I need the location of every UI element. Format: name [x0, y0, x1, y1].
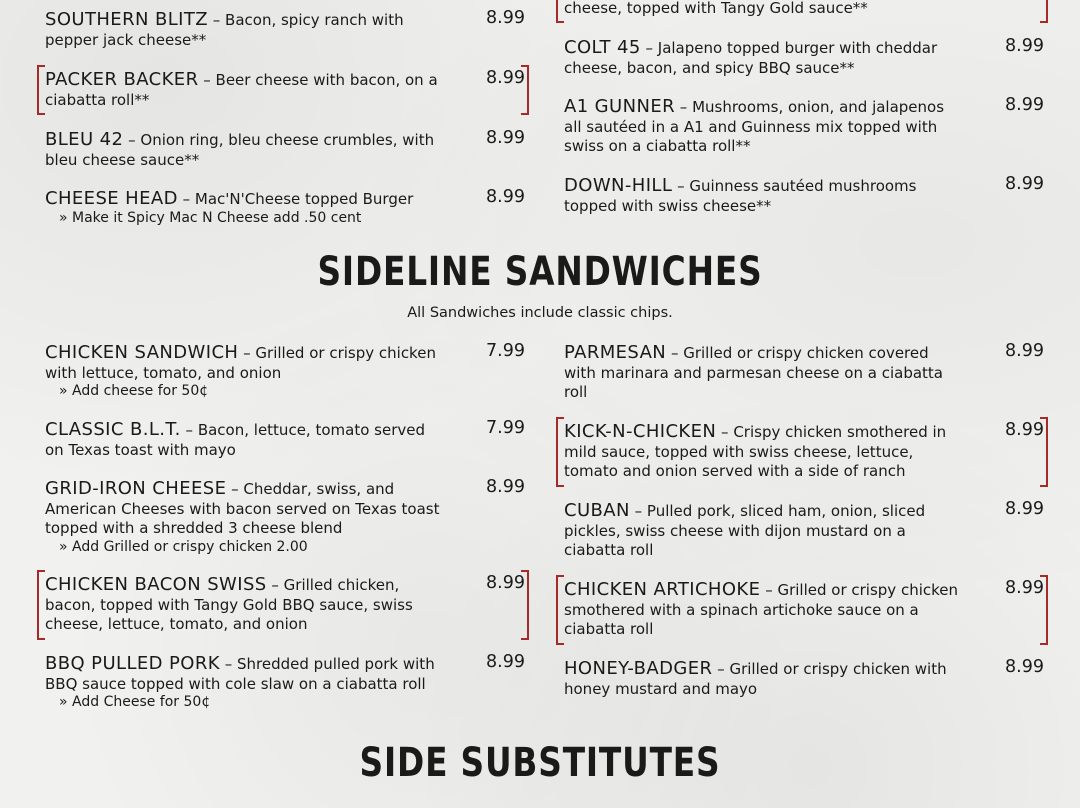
menu-item: GRID-IRON CHEESE – Cheddar, swiss, and American Cheeses with bacon served on Texas toast topped with a shredded 3 cheese blend » Add Grilled or crispy chicken 2.00 8.99 — [45, 477, 525, 555]
highlight-bracket — [556, 575, 1048, 645]
item-price: 8.99 — [1005, 420, 1044, 440]
item-name: A1 GUNNER — [564, 96, 676, 117]
item-description: Pulled pork, sliced ham, onion, sliced pickles, swiss cheese with dijon mustard on a ciabatta roll — [564, 502, 926, 559]
item-price: 8.99 — [486, 477, 525, 497]
menu-item: A1 GUNNER – Mushrooms, onion, and jalapenos all sautéed in a A1 and Guinness mix topped with swiss on a ciabatta roll** 8.99 — [564, 95, 1044, 155]
item-description: Grilled chicken, bacon, topped with Tangy Gold BBQ sauce, swiss cheese, lettuce, tomato, and onion — [45, 576, 413, 633]
item-name: SOUTHERN BLITZ — [45, 9, 208, 30]
item-name: CHICKEN ARTICHOKE — [564, 579, 761, 600]
item-description: Onion ring, bleu cheese crumbles, with bleu cheese sauce** — [45, 131, 435, 169]
item-note: » Add Grilled or crispy chicken 2.00 — [59, 538, 308, 555]
item-price: 8.99 — [1005, 657, 1044, 677]
menu-item: CLASSIC B.L.T. – Bacon, lettuce, tomato served on Texas toast with mayo 7.99 — [45, 418, 525, 459]
item-description: cheese, topped with Tangy Gold sauce** — [564, 0, 868, 17]
menu-item-featured: PACKER BACKER – Beer cheese with bacon, on a ciabatta roll** 8.99 — [45, 70, 525, 110]
item-description: Grilled or crispy chicken with honey mustard and mayo — [564, 660, 947, 698]
item-price: 8.99 — [486, 68, 525, 88]
item-name: BLEU 42 — [45, 129, 124, 150]
item-price: 8.99 — [1005, 174, 1044, 194]
item-description: Bacon, spicy ranch with pepper jack cheese** — [45, 11, 404, 49]
item-name: CHICKEN SANDWICH — [45, 342, 239, 363]
menu-item: CUBAN – Pulled pork, sliced ham, onion, sliced pickles, swiss cheese with dijon mustard on a ciabatta roll 8.99 — [564, 499, 1044, 559]
item-price: 8.99 — [486, 573, 525, 593]
item-price: 8.99 — [1005, 95, 1044, 115]
item-description: Grilled or crispy chicken with lettuce, tomato, and onion — [45, 344, 436, 382]
menu-item: SOUTHERN BLITZ – Bacon, spicy ranch with pepper jack cheese** 8.99 — [45, 8, 525, 49]
item-price: 8.99 — [486, 8, 525, 28]
item-name: CHEESE HEAD — [45, 188, 178, 209]
item-price: 8.99 — [1005, 578, 1044, 598]
highlight-bracket — [37, 570, 529, 640]
item-name: PACKER BACKER — [45, 69, 199, 90]
item-description: Grilled or crispy chicken covered with marinara and parmesan cheese on a ciabatta roll — [564, 344, 943, 401]
item-name: CLASSIC B.L.T. — [45, 419, 181, 440]
menu-item-featured: CHICKEN ARTICHOKE – Grilled or crispy chicken smothered with a spinach artichoke sauce on a ciabatta roll 8.99 — [564, 580, 1044, 640]
menu-item-featured: CHICKEN BACON SWISS – Grilled chicken, bacon, topped with Tangy Gold BBQ sauce, swiss cheese, lettuce, tomato, and onion 8.99 — [45, 575, 525, 635]
section-title: SIDELINE SANDWICHES — [317, 249, 763, 295]
item-description: Crispy chicken smothered in mild sauce, topped with swiss cheese, lettuce, tomato and onion served with a side of ranch — [564, 423, 947, 480]
item-name: CHICKEN BACON SWISS — [45, 574, 267, 595]
menu-item: BBQ PULLED PORK – Shredded pulled pork with BBQ sauce topped with cole slaw on a ciabatta roll » Add Cheese for 50¢ 8.99 — [45, 652, 525, 710]
item-description: Guinness sautéed mushrooms topped with swiss cheese** — [564, 177, 917, 215]
item-note: » Make it Spicy Mac N Cheese add .50 cent — [59, 209, 362, 226]
item-price: 8.99 — [1005, 499, 1044, 519]
highlight-bracket — [37, 65, 529, 115]
menu-item: BLEU 42 – Onion ring, bleu cheese crumbles, with bleu cheese sauce** 8.99 — [45, 128, 525, 169]
menu-item-featured — [564, 0, 1044, 19]
item-description: Shredded pulled pork with BBQ sauce topped with cole slaw on a ciabatta roll — [45, 655, 435, 693]
menu-item: CHEESE HEAD – Mac'N'Cheese topped Burger » Make it Spicy Mac N Cheese add .50 cent 8.99 — [45, 187, 525, 226]
item-price: 8.99 — [1005, 36, 1044, 56]
item-price: 8.99 — [1005, 341, 1044, 361]
item-price: 7.99 — [486, 418, 525, 438]
item-name: DOWN-HILL — [564, 175, 673, 196]
highlight-bracket — [556, 0, 1048, 23]
item-name: HONEY-BADGER — [564, 658, 713, 679]
menu-item: HONEY-BADGER – Grilled or crispy chicken with honey mustard and mayo 8.99 — [564, 657, 1044, 698]
highlight-bracket — [556, 417, 1048, 487]
menu-item: DOWN-HILL – Guinness sautéed mushrooms topped with swiss cheese** 8.99 — [564, 174, 1044, 215]
item-name: KICK-N-CHICKEN — [564, 421, 717, 442]
menu-item: CHICKEN SANDWICH – Grilled or crispy chicken with lettuce, tomato, and onion » Add cheese for 50¢ 7.99 — [45, 341, 525, 399]
item-name: PARMESAN — [564, 342, 667, 363]
section-title: SIDE SUBSTITUTES — [359, 740, 721, 786]
item-name: GRID-IRON CHEESE — [45, 478, 227, 499]
item-description: Jalapeno topped burger with cheddar cheese, bacon, and spicy BBQ sauce** — [564, 39, 938, 77]
menu-item-featured: KICK-N-CHICKEN – Crispy chicken smothered in mild sauce, topped with swiss cheese, lettuce, tomato and onion served with a side of ranch 8.99 — [564, 422, 1044, 482]
item-description: Grilled or crispy chicken smothered with a spinach artichoke sauce on a ciabatta roll — [564, 581, 959, 638]
menu-item: PARMESAN – Grilled or crispy chicken covered with marinara and parmesan cheese on a ciabatta roll 8.99 — [564, 341, 1044, 401]
item-name: CUBAN — [564, 500, 630, 521]
item-description: Mac'N'Cheese topped Burger — [194, 190, 414, 208]
item-price: 8.99 — [486, 128, 525, 148]
menu-item: COLT 45 – Jalapeno topped burger with cheddar cheese, bacon, and spicy BBQ sauce** 8.99 — [564, 36, 1044, 77]
item-name: BBQ PULLED PORK — [45, 653, 220, 674]
item-description: Bacon, lettuce, tomato served on Texas toast with mayo — [45, 421, 425, 459]
item-note: » Add cheese for 50¢ — [59, 383, 209, 399]
item-price: 8.99 — [486, 652, 525, 672]
item-price: 7.99 — [486, 341, 525, 361]
section-subtitle: All Sandwiches include classic chips. — [407, 305, 673, 321]
item-description: Cheddar, swiss, and American Cheeses with bacon served on Texas toast topped with a shredded 3 cheese blend — [45, 480, 440, 537]
item-description: Mushrooms, onion, and jalapenos all sautéed in a A1 and Guinness mix topped with swiss on a ciabatta roll** — [564, 98, 945, 155]
item-note: » Add Cheese for 50¢ — [59, 694, 211, 710]
item-price: 8.99 — [486, 187, 525, 207]
item-name: COLT 45 — [564, 37, 641, 58]
item-description: Beer cheese with bacon, on a ciabatta roll** — [45, 71, 438, 109]
